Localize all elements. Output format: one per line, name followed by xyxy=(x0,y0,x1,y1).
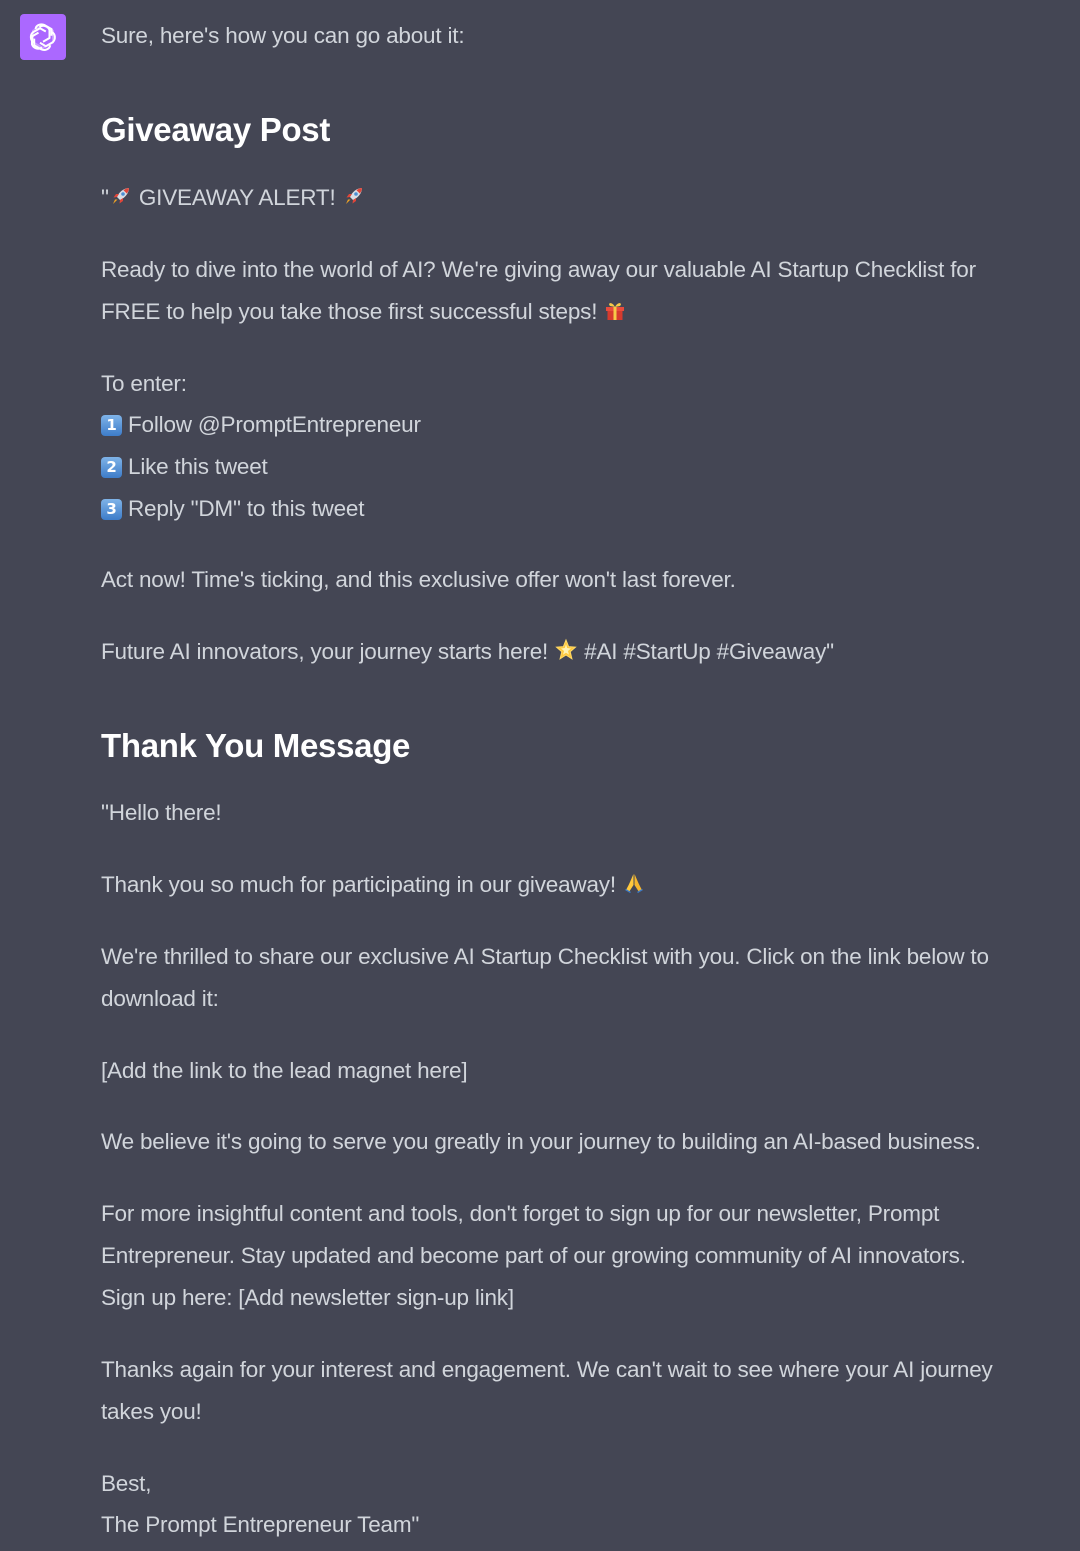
thanks-heading: Thank You Message xyxy=(101,727,411,764)
hello-text: "Hello there! xyxy=(101,800,222,825)
step-text: Reply "DM" to this tweet xyxy=(128,496,365,521)
openai-logo-icon xyxy=(27,21,59,53)
step-item-1 xyxy=(101,411,421,439)
share-line2: download it: xyxy=(101,986,219,1011)
believe-text: We believe it's going to serve you greatly in your journey to building an AI-based business. xyxy=(101,1129,981,1154)
more-line3: Sign up here: [Add newsletter sign-up link] xyxy=(101,1285,514,1310)
rocket-icon xyxy=(342,184,366,215)
future-innovators-line xyxy=(101,638,834,669)
thank-you-line xyxy=(101,871,646,902)
giveaway-para1-line2-text: FREE to help you take those first successful steps! xyxy=(101,299,604,324)
sign-off: Best, xyxy=(101,1471,152,1496)
intro-text: Sure, here's how you can go about it: xyxy=(101,23,465,48)
again-line2: takes you! xyxy=(101,1399,202,1424)
thank-you-text: Thank you so much for participating in our giveaway! xyxy=(101,872,622,897)
keycap-3-icon: 3 xyxy=(101,499,122,520)
giveaway-heading: Giveaway Post xyxy=(101,111,331,148)
keycap-2-icon: 2 xyxy=(101,457,122,478)
step-item-3 xyxy=(101,495,364,523)
alert-text: GIVEAWAY ALERT! xyxy=(132,185,342,210)
step-text: Follow @PromptEntrepreneur xyxy=(128,412,421,437)
assistant-avatar xyxy=(20,14,66,60)
future-text-before: Future AI innovators, your journey starts here! xyxy=(101,639,555,664)
step-item-2 xyxy=(101,453,268,481)
giveaway-alert-line xyxy=(101,184,366,215)
giveaway-para1-line1: Ready to dive into the world of AI? We're giving away our valuable AI Startup Checklist for xyxy=(101,257,976,282)
signature: The Prompt Entrepreneur Team" xyxy=(101,1512,420,1537)
step-text: Like this tweet xyxy=(128,454,268,479)
add-link-placeholder: [Add the link to the lead magnet here] xyxy=(101,1058,468,1083)
rocket-icon xyxy=(109,184,133,215)
giveaway-para1-line2 xyxy=(101,298,627,329)
future-text-after: #AI #StartUp #Giveaway" xyxy=(578,639,834,664)
folded-hands-icon xyxy=(622,871,646,902)
keycap-1-icon: 1 xyxy=(101,415,122,436)
act-now-text: Act now! Time's ticking, and this exclusive offer won't last forever. xyxy=(101,567,736,592)
star-icon xyxy=(554,638,578,669)
again-line1: Thanks again for your interest and engagement. We can't wait to see where your AI journey xyxy=(101,1357,993,1382)
more-line2: Entrepreneur. Stay updated and become part of our growing community of AI innovators. xyxy=(101,1243,966,1268)
more-line1: For more insightful content and tools, don't forget to sign up for our newsletter, Prompt xyxy=(101,1201,940,1226)
gift-icon xyxy=(603,298,627,329)
alert-open-quote: " xyxy=(101,185,109,210)
to-enter-label: To enter: xyxy=(101,371,187,396)
share-line1: We're thrilled to share our exclusive AI Startup Checklist with you. Click on the link below to xyxy=(101,944,989,969)
